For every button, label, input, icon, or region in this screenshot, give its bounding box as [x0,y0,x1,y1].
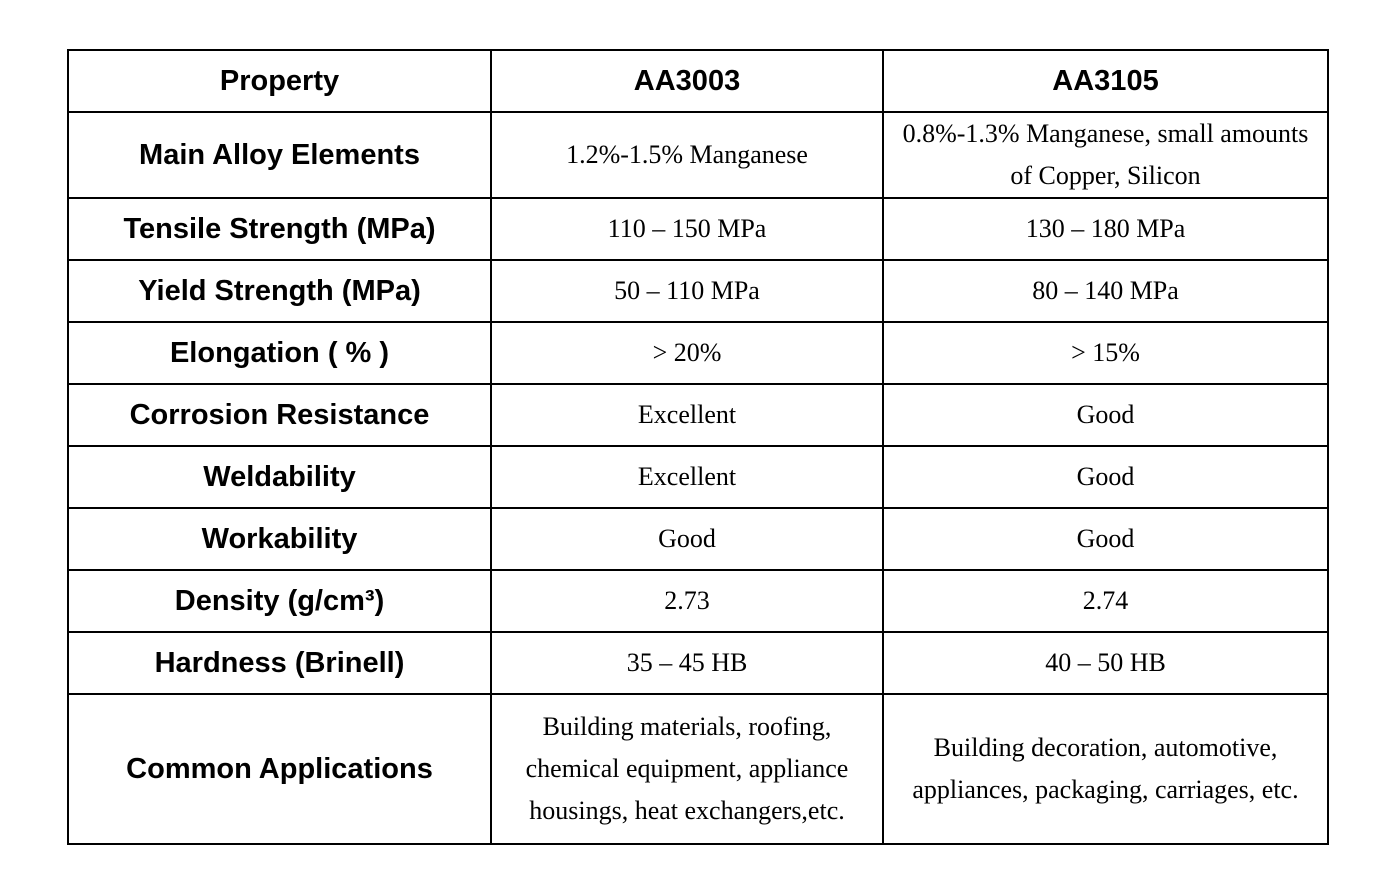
table-row [68,508,1328,570]
table-row [68,694,1328,844]
header-property: Property [68,50,491,112]
alloy-comparison-table [67,49,1329,845]
property-cell: Weldability [68,446,491,508]
aa3003-cell: 50 – 110 MPa [491,260,883,322]
aa3003-cell: 2.73 [491,570,883,632]
table-row [68,632,1328,694]
aa3105-cell: 0.8%-1.3% Manganese, small amounts of Copper, Silicon [883,112,1328,198]
aa3003-cell: Excellent [491,384,883,446]
table-row [68,446,1328,508]
property-cell: Density (g/cm³) [68,570,491,632]
header-aa3003: AA3003 [491,50,883,112]
aa3003-cell: 110 – 150 MPa [491,198,883,260]
table-row [68,198,1328,260]
property-cell: Common Applications [68,694,491,844]
table-row [68,260,1328,322]
aa3105-cell: 130 – 180 MPa [883,198,1328,260]
aa3003-cell: > 20% [491,322,883,384]
property-cell: Corrosion Resistance [68,384,491,446]
property-cell: Elongation ( % ) [68,322,491,384]
aa3105-cell: > 15% [883,322,1328,384]
header-aa3105: AA3105 [883,50,1328,112]
aa3105-cell: 80 – 140 MPa [883,260,1328,322]
table-row [68,570,1328,632]
table-row [68,112,1328,198]
aa3003-cell: 35 – 45 HB [491,632,883,694]
property-cell: Tensile Strength (MPa) [68,198,491,260]
aa3003-cell: Good [491,508,883,570]
aa3105-cell: 2.74 [883,570,1328,632]
property-cell: Workability [68,508,491,570]
aa3105-cell: Building decoration, automotive, appliances, packaging, carriages, etc. [883,694,1328,844]
property-cell: Yield Strength (MPa) [68,260,491,322]
aa3105-cell: 40 – 50 HB [883,632,1328,694]
aa3105-cell: Good [883,384,1328,446]
aa3105-cell: Good [883,508,1328,570]
header-row [68,50,1328,112]
property-cell: Hardness (Brinell) [68,632,491,694]
aa3003-cell: Building materials, roofing, chemical equipment, appliance housings, heat exchangers,etc. [491,694,883,844]
property-cell: Main Alloy Elements [68,112,491,198]
aa3003-cell: Excellent [491,446,883,508]
aa3105-cell: Good [883,446,1328,508]
table-row [68,384,1328,446]
aa3003-cell: 1.2%-1.5% Manganese [491,112,883,198]
table-row [68,322,1328,384]
